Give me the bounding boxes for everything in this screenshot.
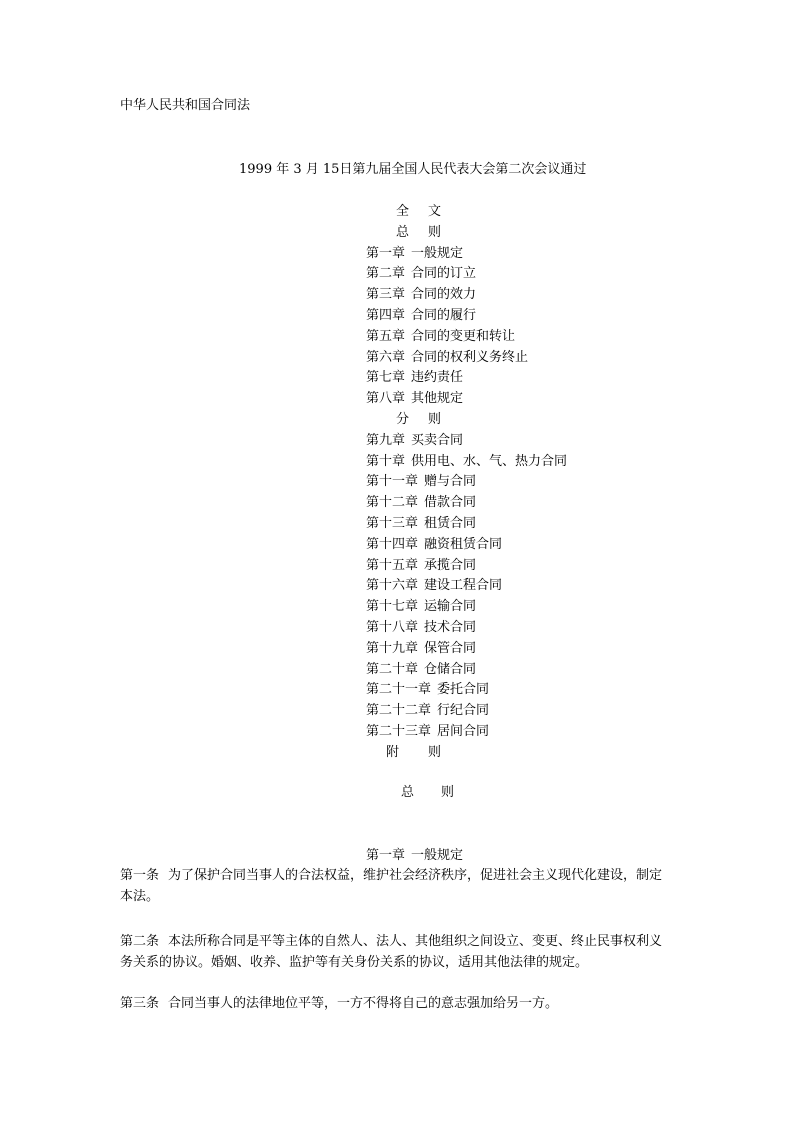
toc-chapter-title: 保管合同 [424,640,477,656]
toc-chapter-title: 仓储合同 [424,661,477,677]
toc-chapter-title: 买卖合同 [411,432,464,448]
toc-chapter-item [366,453,567,474]
toc-chapter-number: 第十八章 [366,619,419,635]
toc-chapter-title: 合同的效力 [411,287,477,303]
article-1 [120,865,672,907]
part-heading-char-2: 则 [441,785,455,800]
toc-chapter-item [366,328,567,349]
toc-chapter-item [366,432,567,453]
chapter-heading-title: 一般规定 [411,848,464,863]
toc-chapter-item [366,265,567,286]
toc-chapter-item [366,577,567,598]
toc-chapter-number: 第十三章 [366,515,419,531]
toc-chapter-title: 承揽合同 [424,557,477,573]
article-2 [120,931,672,973]
toc-chapter-number: 第十六章 [366,578,419,594]
toc-chapter-item [366,369,567,390]
toc-chapter-title: 技术合同 [424,619,477,635]
toc-chapter-title: 合同的履行 [411,307,477,323]
toc-chapter-number: 第十七章 [366,599,419,615]
toc-chapter-item [366,245,567,266]
toc-chapter-title: 合同的变更和转让 [411,328,516,344]
toc-chapter-number: 第二十一章 [366,682,432,698]
toc-chapter-item [366,536,567,557]
toc-chapter-title: 租赁合同 [424,515,477,531]
article-text: 本法所称合同是平等主体的自然人、法人、其他组织之间设立、变更、终止民事权利义务关系的协议。婚姻、收养、监护等有关身份关系的协议，适用其他法律的规定。 [120,934,663,970]
document-title: 中华人民共和国合同法 [120,98,251,113]
toc-fulltext-char-1: 全 [396,204,410,219]
toc-chapter-number: 第三章 [366,287,406,303]
toc-supplementary-char-1: 附 [386,744,400,760]
toc-chapter-title: 供用电、水、气、热力合同 [411,453,568,469]
part-heading-char-1: 总 [401,785,415,800]
toc-specific-heading [366,411,567,432]
toc-chapter-number: 第五章 [366,328,406,344]
toc-chapter-item [366,515,567,536]
toc-chapter-title: 一般规定 [411,245,464,261]
toc-chapter-title: 借款合同 [424,495,477,511]
article-number: 第一条 [120,868,160,883]
toc-chapter-title: 运输合同 [424,599,477,615]
chapter-heading [366,848,463,864]
article-3 [120,993,672,1014]
chapter-heading-num: 第一章 [366,848,406,863]
toc-supplementary-heading [366,744,567,765]
toc-chapter-title: 赠与合同 [424,474,477,490]
toc-specific-chapters [366,432,567,744]
toc-chapter-title: 行纪合同 [437,703,490,719]
toc-chapter-title: 违约责任 [411,370,464,386]
toc-chapter-item [366,681,567,702]
toc-chapter-number: 第十五章 [366,557,419,573]
part-heading [401,785,454,801]
article-number: 第二条 [120,934,160,949]
toc-chapter-title: 建设工程合同 [424,578,503,594]
toc-chapter-title: 其他规定 [411,391,464,407]
toc-general-chapters [366,245,567,411]
toc-chapter-number: 第四章 [366,307,406,323]
toc-chapter-number: 第九章 [366,432,406,448]
toc-chapter-item [366,286,567,307]
toc-chapter-title: 合同的权利义务终止 [411,349,529,365]
toc-chapter-title: 委托合同 [437,682,490,698]
article-number: 第三条 [120,996,160,1011]
toc-chapter-number: 第十章 [366,453,406,469]
table-of-contents [366,203,567,765]
toc-chapter-title: 合同的订立 [411,266,477,282]
toc-chapter-item [366,598,567,619]
toc-chapter-number: 第十九章 [366,640,419,656]
article-text: 合同当事人的法律地位平等，一方不得将自己的意志强加给另一方。 [168,996,559,1011]
toc-chapter-item [366,723,567,744]
toc-chapter-item [366,557,567,578]
article-text: 为了保护合同当事人的合法权益，维护社会经济秩序，促进社会主义现代化建设，制定本法。 [120,868,663,904]
toc-specific-char-2: 则 [428,411,442,427]
toc-chapter-number: 第十二章 [366,495,419,511]
toc-chapter-item [366,390,567,411]
toc-chapter-item [366,349,567,370]
toc-specific-char-1: 分 [396,411,410,427]
toc-chapter-number: 第二章 [366,266,406,282]
toc-chapter-title: 融资租赁合同 [424,536,503,552]
toc-chapter-title: 居间合同 [437,723,490,739]
toc-general-heading [366,224,567,245]
toc-chapter-number: 第一章 [366,245,406,261]
toc-chapter-item [366,661,567,682]
toc-fulltext-heading [366,203,567,224]
toc-chapter-number: 第八章 [366,391,406,407]
toc-chapter-item [366,640,567,661]
toc-chapter-number: 第二十二章 [366,703,432,719]
toc-general-char-1: 总 [396,224,410,240]
document-subtitle: 1999 年 3 月 15日第九届全国人民代表大会第二次会议通过 [239,162,587,177]
toc-chapter-number: 第十一章 [366,474,419,490]
toc-chapter-number: 第二十三章 [366,723,432,739]
toc-chapter-number: 第二十章 [366,661,419,677]
toc-chapter-item [366,494,567,515]
toc-supplementary-char-2: 则 [428,744,442,760]
toc-fulltext-char-2: 文 [428,204,442,219]
toc-chapter-item [366,619,567,640]
toc-chapter-number: 第七章 [366,370,406,386]
toc-chapter-item [366,702,567,723]
toc-chapter-number: 第十四章 [366,536,419,552]
toc-chapter-number: 第六章 [366,349,406,365]
toc-general-char-2: 则 [428,224,442,240]
toc-chapter-item [366,473,567,494]
toc-chapter-item [366,307,567,328]
